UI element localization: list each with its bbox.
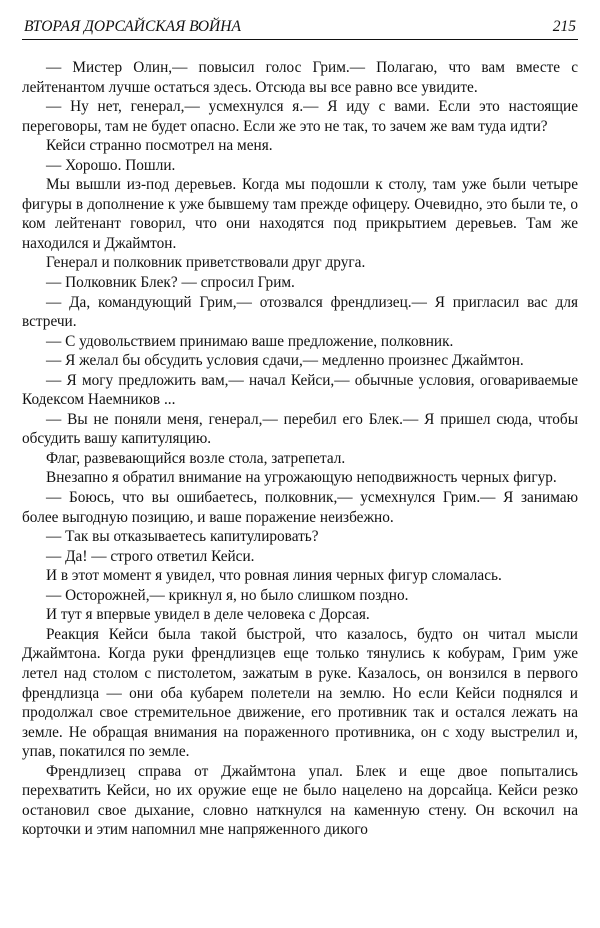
- running-header: [22, 18, 578, 40]
- paragraph: И в этот момент я увидел, что ровная линия черных фигур сломалась.: [46, 567, 502, 585]
- paragraph: — Я желал бы обсудить условия сдачи,— медленно произнес Джаймтон.: [46, 352, 524, 370]
- page-number: 215: [552, 18, 576, 35]
- paragraph: — Осторожней,— крикнул я, но было слишком поздно.: [46, 586, 409, 604]
- paragraph: — Мистер Олин,— повысил голос Грим.— Полагаю, что вам вместе с лейтенантом лучше остаться здесь. Отсюда вы все равно все увидите.: [22, 59, 578, 96]
- paragraph: Мы вышли из-под деревьев. Когда мы подошли к столу, там уже были четыре фигуры в дополнение к уже бывшему там прежде офицеру. Очевидно, это были те, о ком лейтенант говорил, что они находятся под прикрытием деревьев. Там же находился и Джаймтон.: [22, 176, 578, 252]
- paragraph: — Полковник Блек? — спросил Грим.: [46, 274, 295, 292]
- paragraph: Генерал и полковник приветствовали друг друга.: [46, 254, 366, 272]
- paragraph: — Да! — строго ответил Кейси.: [46, 547, 255, 565]
- page-body: [22, 58, 578, 840]
- paragraph: Внезапно я обратил внимание на угрожающую неподвижность черных фигур.: [46, 469, 557, 487]
- paragraph: Флаг, развевающийся возле стола, затрепетал.: [46, 449, 346, 467]
- paragraph: — Да, командующий Грим,— отозвался френдлизец.— Я пригласил вас для встречи.: [22, 293, 578, 331]
- paragraph: Френдлизец справа от Джаймтона упал. Блек и еще двое попытались перехватить Кейси, но их оружие еще не было нацелено на дорсайца. Кейси резко остановил свое дыхание, словно наткнулся на каменную стену. Он вскочил на корточки и этим напомнил мне напряженного дикого: [22, 762, 578, 839]
- paragraph: — Так вы отказываетесь капитулировать?: [46, 528, 319, 546]
- paragraph: — Я могу предложить вам,— начал Кейси,— обычные условия, оговариваемые Кодексом Наемников ...: [22, 371, 578, 409]
- paragraph: — Боюсь, что вы ошибаетесь, полковник,— усмехнулся Грим.— Я занимаю более выгодную позицию, и ваше поражение неизбежно.: [22, 489, 578, 526]
- paragraph: Реакция Кейси была такой быстрой, что казалось, будто он читал мысли Джаймтона. Когда руки френдлизцев еще только тянулись к кобурам, Грим уже летел над столом с пистолетом, зажатым в руке. Казалось, он вонзился в первого френдлизца — они оба кубарем полетели на землю. Но если Кейси поднялся и продолжал свое стремительное движение, его противник так и остался лежать на земле. Не обращая внимания на пораженного противника, он с ходу выстрелил и, упав, покатился по земле.: [22, 625, 578, 761]
- paragraph: — Ну нет, генерал,— усмехнулся я.— Я иду с вами. Если это настоящие переговоры, там не будет опасно. Если же это не так, то зачем же вам туда идти?: [22, 98, 578, 135]
- paragraph: — С удовольствием принимаю ваше предложение, полковник.: [46, 332, 454, 350]
- book-page: [22, 18, 578, 840]
- paragraph: — Вы не поняли меня, генерал,— перебил его Блек.— Я пришел сюда, чтобы обсудить вашу капитуляцию.: [22, 410, 578, 448]
- paragraph: Кейси странно посмотрел на меня.: [46, 137, 273, 155]
- paragraph: И тут я впервые увидел в деле человека с Дорсая.: [46, 606, 370, 624]
- running-title: ВТОРАЯ ДОРСАЙСКАЯ ВОЙНА: [24, 18, 241, 35]
- paragraph: — Хорошо. Пошли.: [46, 156, 176, 174]
